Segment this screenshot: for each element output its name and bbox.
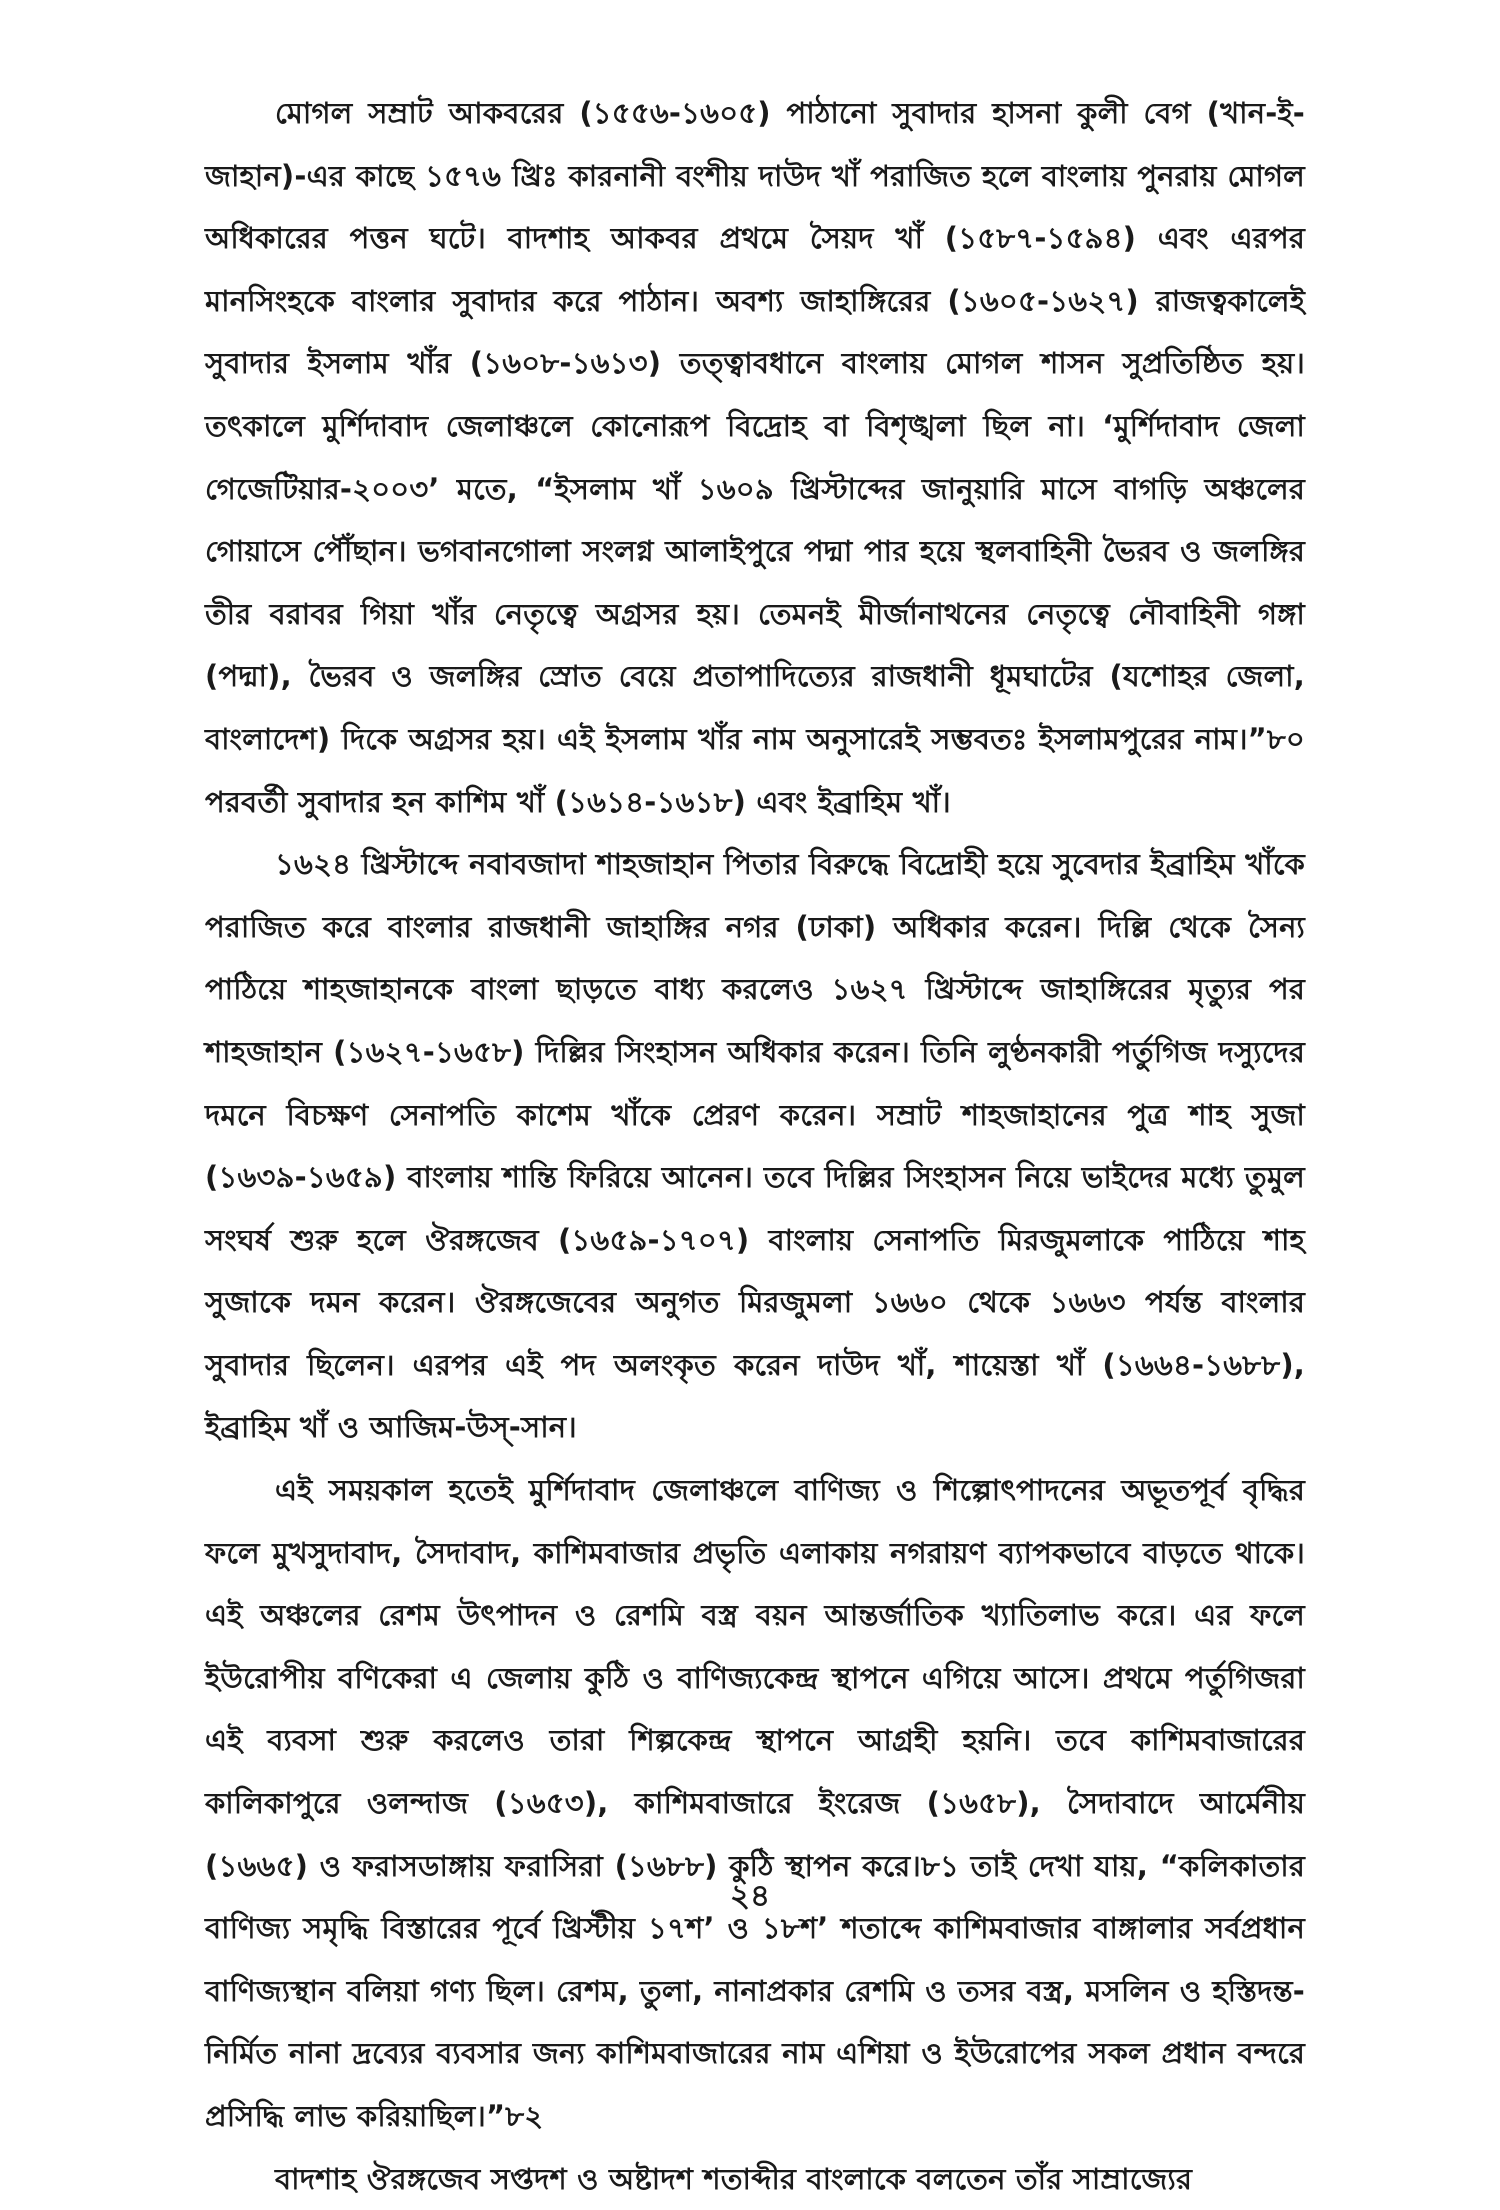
paragraph-aurangzeb: বাদশাহ ঔরঙ্গজেব সপ্তদশ ও অষ্টাদশ শতাব্দীর বাংলাকে বলতেন তাঁর সাম্রাজ্যের: [275, 2161, 1193, 2196]
paragraph-european-trade: এই সময়কাল হতেই মুর্শিদাবাদ জেলাঞ্চলে বাণিজ্য ও শিল্পোৎপাদনের অভূতপূর্ব বৃদ্ধির ফলে মুখসুদাবাদ, সৈদাবাদ, কাশিমবাজার প্রভৃতি এলাকায় নগরায়ণ ব্যাপকভাবে বাড়তে থাকে। এই অঞ্চলের রেশম উৎপাদন ও রেশমি বস্ত্র বয়ন আন্তর্জাতিক খ্যাতিলাভ করে। এর ফলে ইউরোপীয় বণিকেরা এ জেলায় কুঠি ও বাণিজ্যকেন্দ্র স্থাপনে এগিয়ে আসে। প্রথমে পর্তুগিজরা এই ব্যবসা শুরু করলেও তারা শিল্পকেন্দ্র স্থাপনে আগ্রহী হয়নি। তবে কাশিমবাজারের কালিকাপুরে ওলন্দাজ (১৬৫৩), কাশিমবাজারে ইংরেজ (১৬৫৮), সৈদাবাদে আর্মেনীয় (১৬৬৫) ও ফরাসডাঙ্গায় ফরাসিরা (১৬৮৮) কুঠি স্থাপন করে।৮১ তাই দেখা যায়, “কলিকাতার বাণিজ্য সমৃদ্ধি বিস্তারের পূর্বে খ্রিস্টীয় ১৭শ’ ও ১৮শ’ শতাব্দে কাশিমবাজার বাঙ্গালার সর্বপ্রধান বাণিজ্যস্থান বলিয়া গণ্য ছিল। রেশম, তুলা, নানাপ্রকার রেশমি ও তসর বস্ত্র, মসলিন ও হস্তিদন্ত-নির্মিত নানা দ্রব্যের ব্যবসার জন্য কাশিমবাজারের নাম এশিয়া ও ইউরোপের সকল প্রধান বন্দরে প্রসিদ্ধি লাভ করিয়াছিল।”৮২: [205, 1473, 1305, 2133]
page-body: [205, 82, 1305, 2196]
paragraph-shahjahan-rebellion: ১৬২৪ খ্রিস্টাব্দে নবাবজাদা শাহজাহান পিতার বিরুদ্ধে বিদ্রোহী হয়ে সুবেদার ইব্রাহিম খাঁকে পরাজিত করে বাংলার রাজধানী জাহাঙ্গির নগর (ঢাকা) অধিকার করেন। দিল্লি থেকে সৈন্য পাঠিয়ে শাহজাহানকে বাংলা ছাড়তে বাধ্য করলেও ১৬২৭ খ্রিস্টাব্দে জাহাঙ্গিরের মৃত্যুর পর শাহজাহান (১৬২৭-১৬৫৮) দিল্লির সিংহাসন অধিকার করেন। তিনি লুণ্ঠনকারী পর্তুগিজ দস্যুদের দমনে বিচক্ষণ সেনাপতি কাশেম খাঁকে প্রেরণ করেন। সম্রাট শাহজাহানের পুত্র শাহ সুজা (১৬৩৯-১৬৫৯) বাংলায় শান্তি ফিরিয়ে আনেন। তবে দিল্লির সিংহাসন নিয়ে ভাইদের মধ্যে তুমুল সংঘর্ষ শুরু হলে ঔরঙ্গজেব (১৬৫৯-১৭০৭) বাংলায় সেনাপতি মিরজুমলাকে পাঠিয়ে শাহ সুজাকে দমন করেন। ঔরঙ্গজেবের অনুগত মিরজুমলা ১৬৬০ থেকে ১৬৬৩ পর্যন্ত বাংলার সুবাদার ছিলেন। এরপর এই পদ অলংকৃত করেন দাউদ খাঁ, শায়েস্তা খাঁ (১৬৬৪-১৬৮৮), ইব্রাহিম খাঁ ও আজিম-উস্-সান।: [205, 847, 1305, 1445]
page-number: ২৪: [729, 1878, 771, 1914]
paragraph-mughal-subahdars: মোগল সম্রাট আকবরের (১৫৫৬-১৬০৫) পাঠানো সুবাদার হাসনা কুলী বেগ (খান-ই-জাহান)-এর কাছে ১৫৭৬ খ্রিঃ কারনানী বংশীয় দাউদ খাঁ পরাজিত হলে বাংলায় পুনরায় মোগল অধিকারের পত্তন ঘটে। বাদশাহ আকবর প্রথমে সৈয়দ খাঁ (১৫৮৭-১৫৯৪) এবং এরপর মানসিংহকে বাংলার সুবাদার করে পাঠান। অবশ্য জাহাঙ্গিরের (১৬০৫-১৬২৭) রাজত্বকালেই সুবাদার ইসলাম খাঁর (১৬০৮-১৬১৩) তত্ত্বাবধানে বাংলায় মোগল শাসন সুপ্রতিষ্ঠিত হয়। তৎকালে মুর্শিদাবাদ জেলাঞ্চলে কোনোরূপ বিদ্রোহ বা বিশৃঙ্খলা ছিল না। ‘মুর্শিদাবাদ জেলা গেজেটিয়ার-২০০৩’ মতে, “ইসলাম খাঁ ১৬০৯ খ্রিস্টাব্দের জানুয়ারি মাসে বাগড়ি অঞ্চলের গোয়াসে পৌঁছান। ভগবানগোলা সংলগ্ন আলাইপুরে পদ্মা পার হয়ে স্থলবাহিনী ভৈরব ও জলঙ্গির তীর বরাবর গিয়া খাঁর নেতৃত্বে অগ্রসর হয়। তেমনই মীর্জানাথনের নেতৃত্বে নৌবাহিনী গঙ্গা (পদ্মা), ভৈরব ও জলঙ্গির স্রোত বেয়ে প্রতাপাদিত্যের রাজধানী ধূমঘাটের (যশোহর জেলা, বাংলাদেশ) দিকে অগ্রসর হয়। এই ইসলাম খাঁর নাম অনুসারেই সম্ভবতঃ ইসলামপুরের নাম।”৮০ পরবর্তী সুবাদার হন কাশিম খাঁ (১৬১৪-১৬১৮) এবং ইব্রাহিম খাঁ।: [205, 96, 1305, 819]
